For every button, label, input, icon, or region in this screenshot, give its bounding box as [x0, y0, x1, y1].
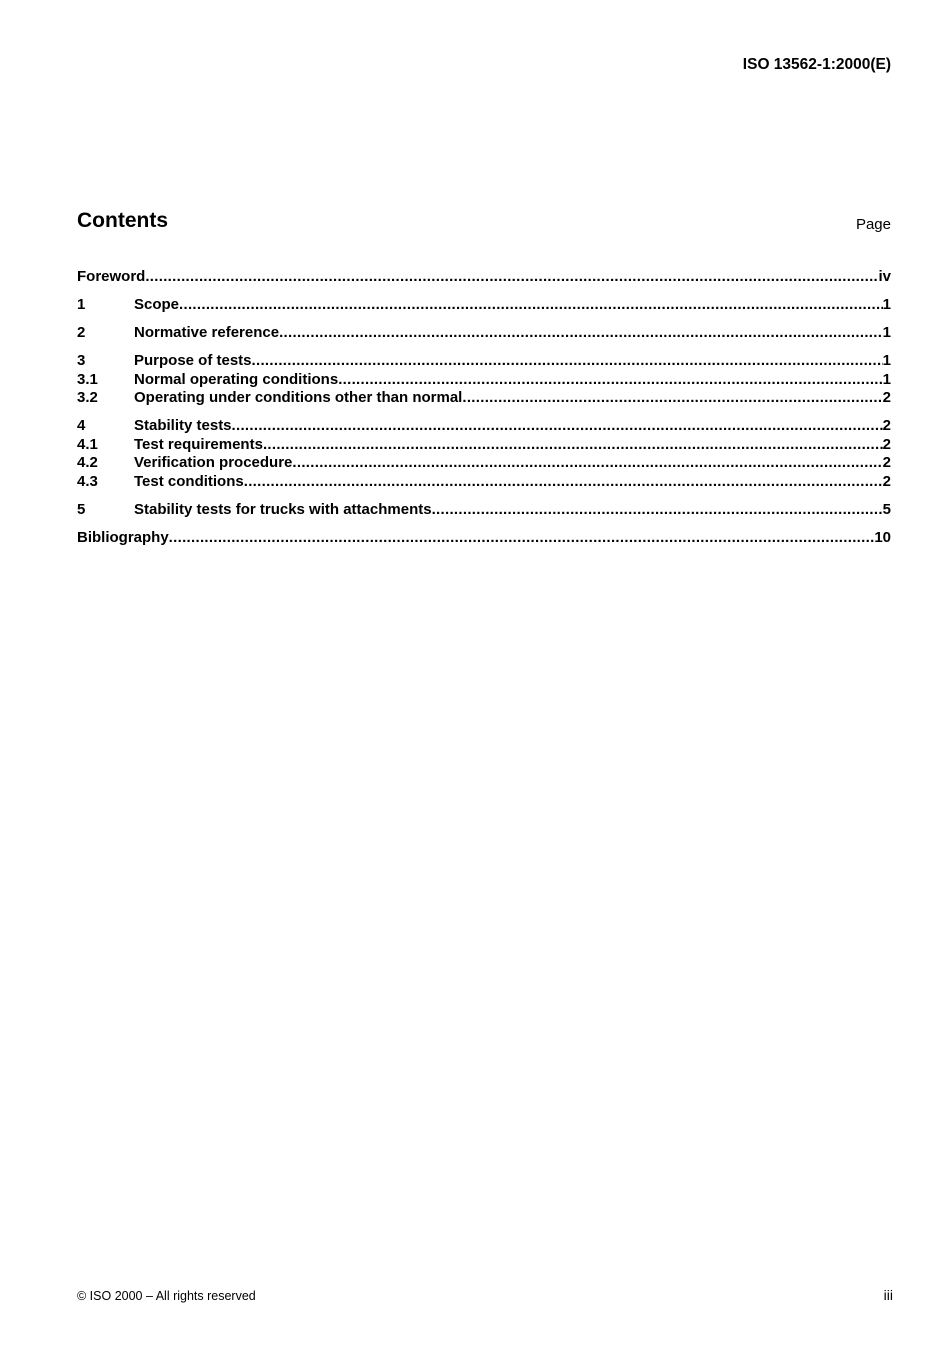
toc-dot-leader [244, 473, 883, 492]
page-column-label: Page [855, 216, 891, 233]
toc-dot-leader [232, 417, 883, 436]
toc-entry-normative-reference[interactable] [77, 324, 891, 343]
toc-entry-number: 3.2 [77, 389, 98, 406]
toc-entry-page: iv [878, 268, 891, 285]
toc-entry-title: Stability tests [134, 417, 232, 434]
toc-dot-leader [292, 454, 882, 473]
contents-heading: Contents [77, 209, 168, 232]
toc-dot-leader [338, 371, 882, 390]
toc-entry-normal-operating-conditions[interactable] [77, 371, 891, 390]
toc-entry-verification-procedure[interactable] [77, 454, 891, 473]
toc-dot-leader [432, 501, 883, 520]
toc-entry-page: 1 [882, 370, 891, 388]
toc-entry-title: Test requirements [134, 435, 263, 453]
toc-dot-leader [179, 296, 883, 315]
toc-entry-title: Verification procedure [134, 454, 293, 471]
toc-entry-page: 2 [882, 472, 891, 490]
toc-entry-page: 2 [882, 389, 891, 406]
toc-entry-number: 3 [77, 352, 86, 369]
document-identifier: ISO 13562-1:2000(E) [742, 56, 891, 73]
toc-dot-leader [169, 529, 875, 548]
toc-entry-scope[interactable] [77, 296, 891, 315]
toc-entry-page: 1 [882, 296, 891, 313]
toc-dot-leader [462, 389, 882, 408]
footer-copyright: © ISO 2000 – All rights reserved [77, 1289, 256, 1303]
toc-entry-number: 1 [77, 296, 86, 313]
toc-entry-title: Bibliography [77, 528, 169, 546]
toc-entry-title: Scope [134, 296, 180, 313]
toc-entry-page: 2 [882, 417, 891, 434]
toc-entry-number: 4 [77, 417, 86, 434]
toc-entry-page: 10 [874, 528, 891, 546]
toc-entry-title: Operating under conditions other than normal [134, 389, 463, 406]
toc-entry-title: Normal operating conditions [134, 370, 339, 388]
toc-entry-number: 3.1 [77, 370, 98, 388]
toc-entry-title: Foreword [77, 268, 146, 285]
toc-entry-bibliography[interactable] [77, 529, 891, 548]
toc-dot-leader [252, 352, 883, 371]
toc-entry-page: 1 [882, 324, 891, 341]
toc-entry-stability-tests-attachments[interactable] [77, 501, 891, 520]
toc-dot-leader [279, 324, 883, 343]
toc-entry-number: 4.2 [77, 454, 98, 471]
toc-entry-purpose-of-tests[interactable] [77, 352, 891, 371]
toc-entry-number: 5 [77, 500, 86, 518]
toc-entry-title: Purpose of tests [134, 352, 252, 369]
toc-dot-leader [145, 268, 878, 287]
toc-entry-number: 4.3 [77, 472, 98, 490]
table-of-contents [77, 268, 891, 547]
toc-entry-test-conditions[interactable] [77, 473, 891, 492]
toc-entry-title: Normative reference [134, 324, 280, 341]
toc-entry-page: 2 [882, 435, 891, 453]
toc-entry-title: Test conditions [134, 472, 244, 490]
toc-entry-stability-tests[interactable] [77, 417, 891, 436]
footer-page-number: iii [883, 1287, 893, 1303]
toc-entry-number: 2 [77, 324, 86, 341]
toc-entry-operating-other-conditions[interactable] [77, 389, 891, 408]
toc-entry-number: 4.1 [77, 435, 98, 453]
toc-entry-title: Stability tests for trucks with attachments [134, 500, 432, 518]
toc-entry-page: 5 [882, 500, 891, 518]
toc-entry-page: 2 [882, 454, 891, 471]
toc-entry-test-requirements[interactable] [77, 436, 891, 455]
toc-entry-page: 1 [882, 352, 891, 369]
toc-entry-foreword[interactable] [77, 268, 891, 287]
toc-dot-leader [263, 436, 883, 455]
